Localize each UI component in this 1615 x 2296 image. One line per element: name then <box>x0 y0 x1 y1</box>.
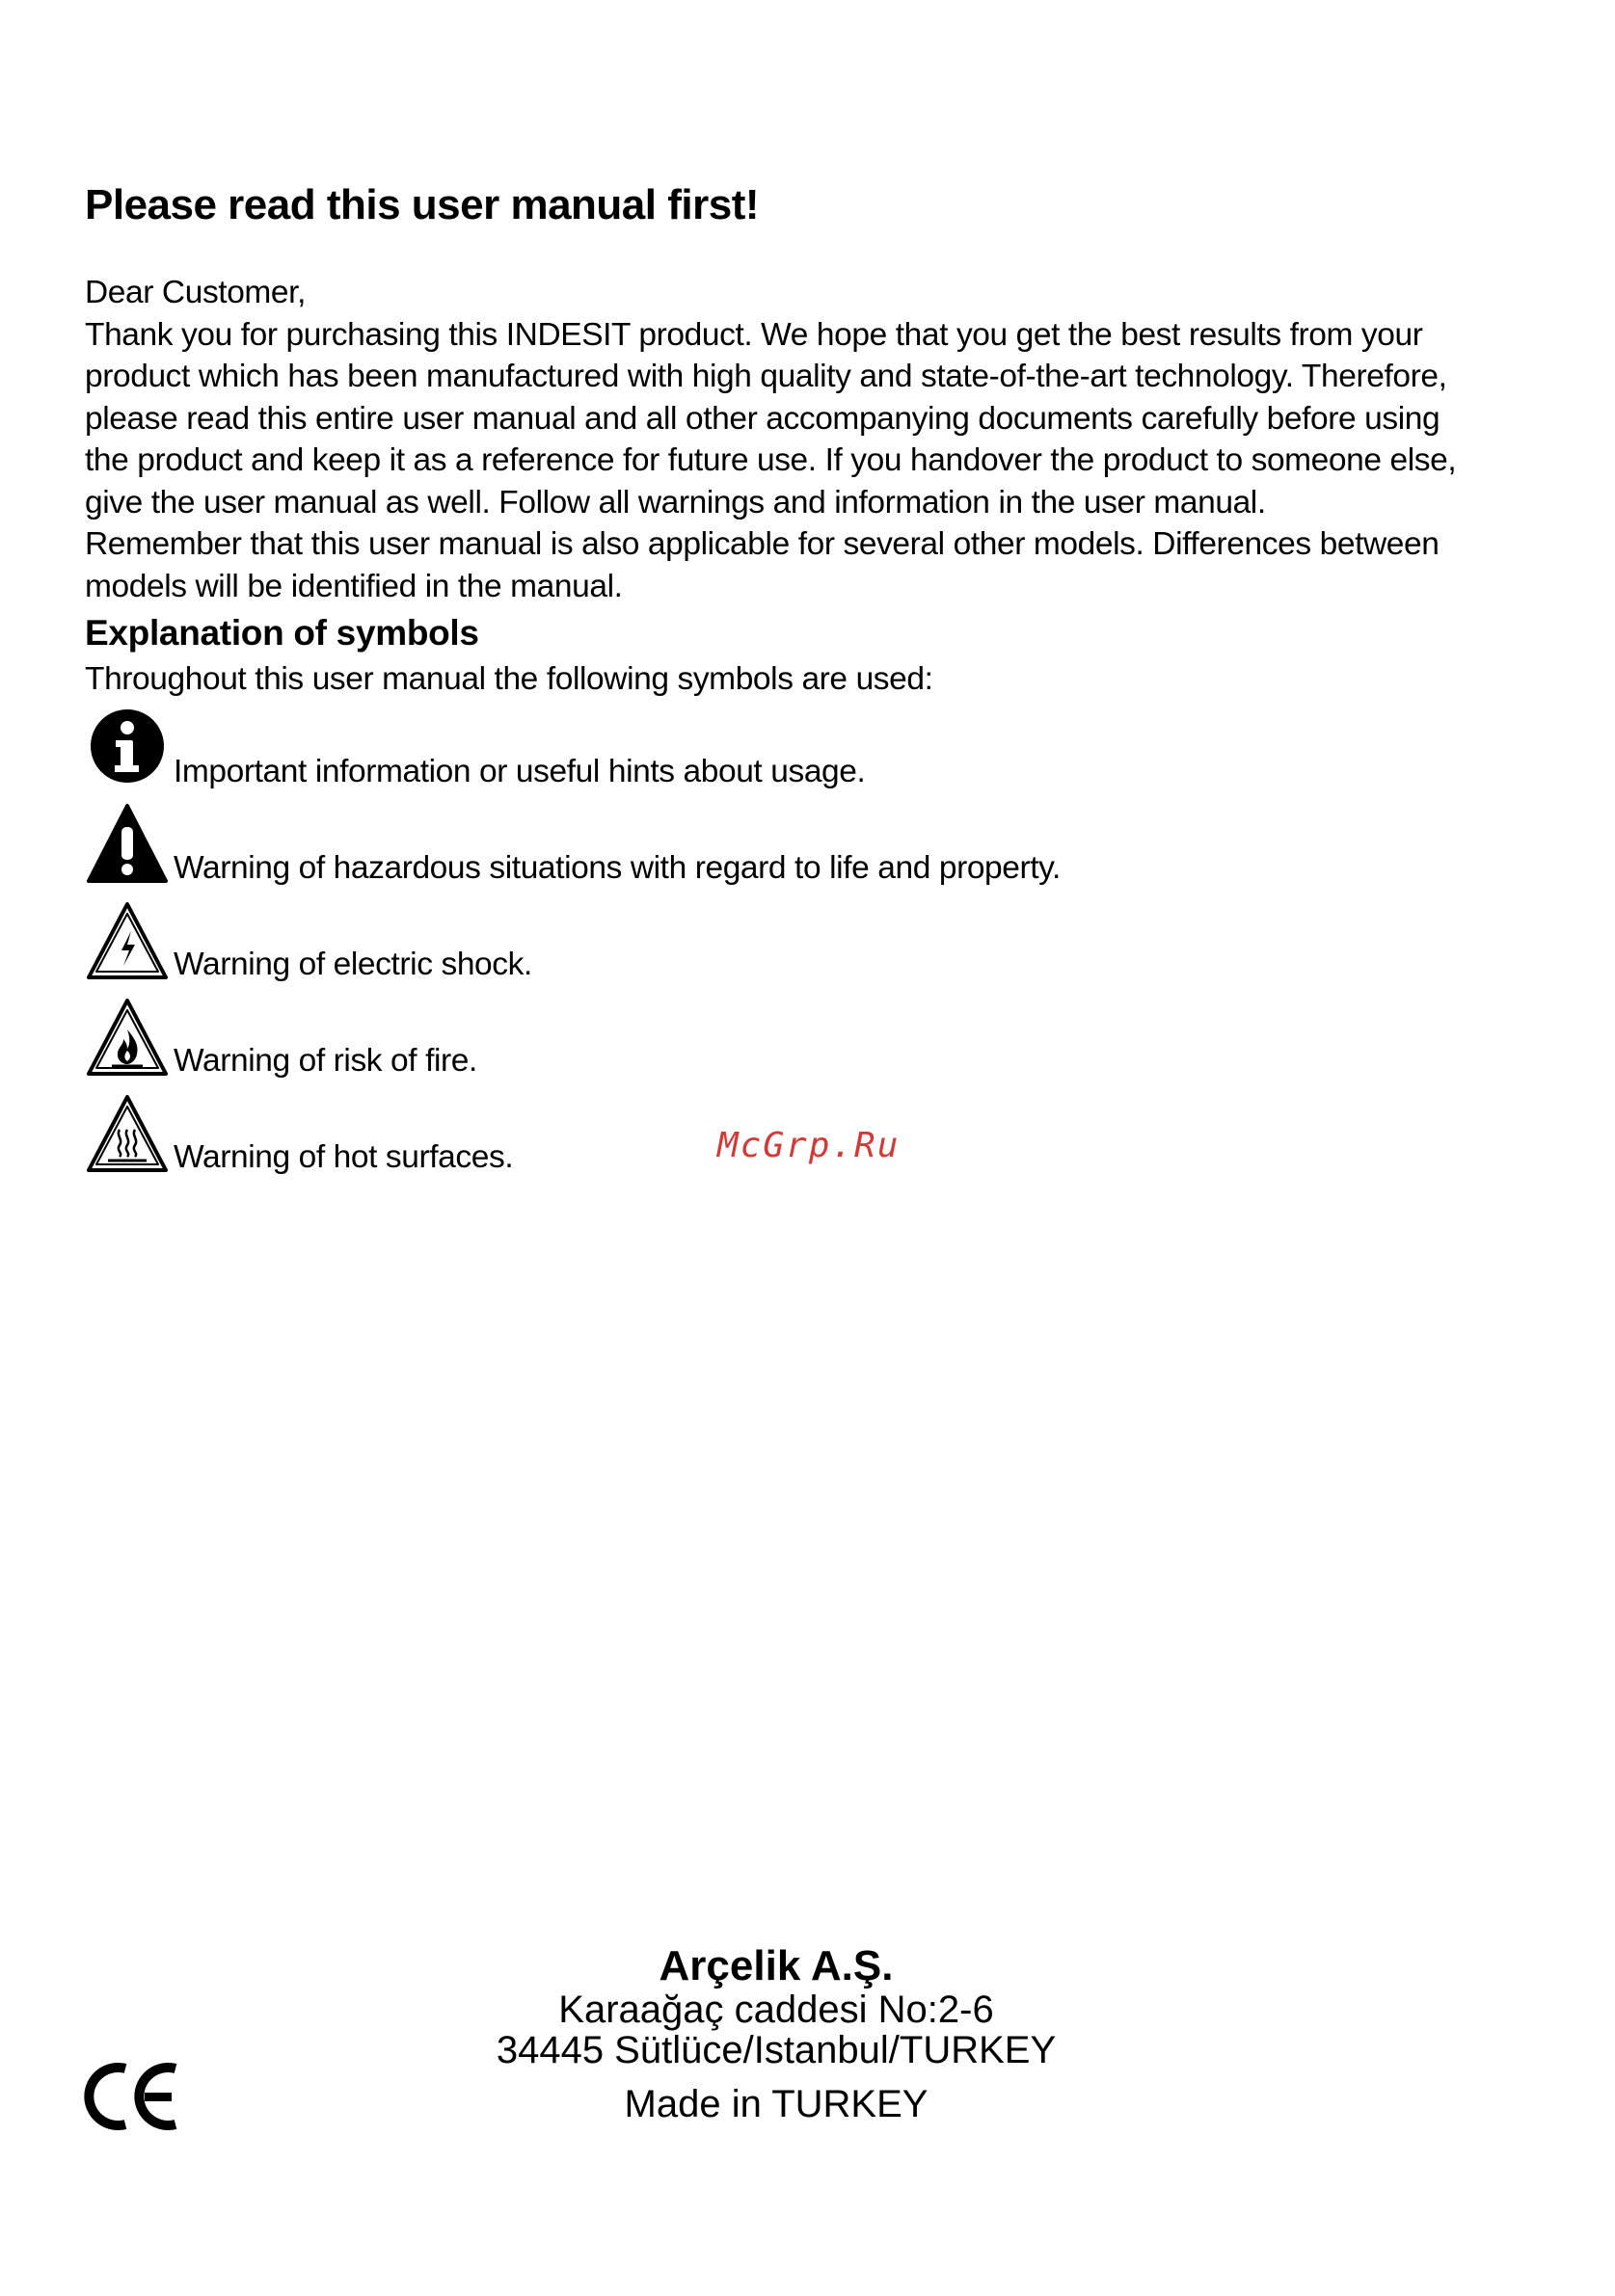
symbol-label: Warning of risk of fire. <box>174 1043 477 1079</box>
symbol-label: Warning of electric shock. <box>174 947 532 982</box>
symbols-intro: Throughout this user manual the following symbols are used: <box>85 661 933 697</box>
warning-hazard-icon <box>85 802 170 887</box>
electric-shock-icon <box>85 898 170 983</box>
intro-paragraph: Thank you for purchasing this INDESIT product. We hope that you get the best results from your product which has been manufactured with high quality and state-of-the-art technology. Therefore, please read this entire user manual and all other accompanying documents carefully before using the product and keep it as a reference for future use. If you handover the product to someone else, give the user manual as well. Follow all warnings and information in the user manual. <box>85 316 1457 521</box>
symbol-label: Warning of hazardous situations with regard to life and property. <box>174 850 1061 886</box>
city-address: 34445 Sütlüce/Istanbul/TURKEY <box>496 2029 1057 2071</box>
symbol-item-electric <box>85 898 1242 987</box>
company-name: Arçelik A.Ş. <box>659 1942 894 1989</box>
greeting: Dear Customer, <box>85 275 306 310</box>
symbol-item-fire <box>85 995 1242 1083</box>
made-in-label: Made in TURKEY <box>624 2083 929 2125</box>
symbol-item-hazard <box>85 802 1242 891</box>
page-title: Please read this user manual first! <box>85 181 760 228</box>
hot-surface-icon <box>85 1091 170 1176</box>
symbol-item-info <box>85 706 1242 794</box>
watermark: McGrp.Ru <box>717 1126 901 1165</box>
ce-mark-icon <box>83 2061 183 2132</box>
intro-text <box>85 272 1550 607</box>
info-icon <box>85 706 170 790</box>
manufacturer-address <box>0 1943 1552 2128</box>
symbols-heading: Explanation of symbols <box>85 613 479 653</box>
symbol-item-hot-surface <box>85 1091 1242 1180</box>
symbol-label: Warning of hot surfaces. <box>174 1139 514 1175</box>
fire-risk-icon <box>85 995 170 1080</box>
street-address: Karaağaç caddesi No:2-6 <box>558 1989 994 2031</box>
models-note-paragraph: Remember that this user manual is also applicable for several other models. Differences between models will be identified in the manual. <box>85 526 1440 604</box>
symbol-label: Important information or useful hints about usage. <box>174 754 866 789</box>
